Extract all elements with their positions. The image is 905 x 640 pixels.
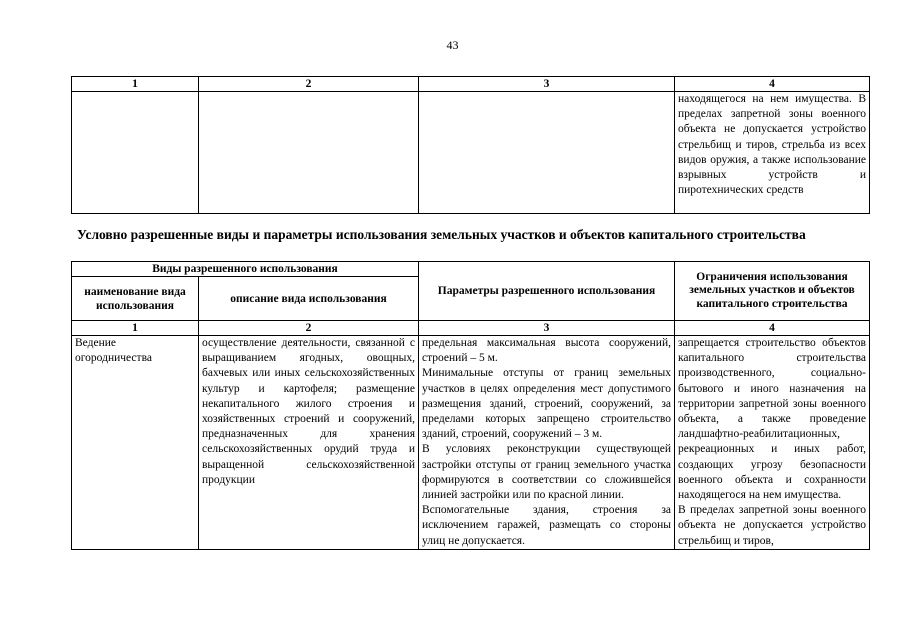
cell-c1 [72,92,199,214]
parameters-paragraph-3: В условиях реконструкции существующей застройки отступы от границ земельного участка формируются в соответствии со сложившейся линией застройки или по красной линии. [422,443,671,502]
restrictions-paragraph-1: запрещается строительство объектов капитального строительства производственного, социально-бытового и иного назначения на территории запретной зоны военного объекта, а также проведение ландшафтно-реабилитационных, рекреационных и иных работ, создающих угрозу безопасности военного объекта и сохранности находящегося на нем имущества. [678,337,866,502]
col-number-2: 2 [199,77,419,92]
col-number-4: 4 [675,77,870,92]
section-title: Условно разрешенные виды и параметры использования земельных участков и объектов капитального строительства [77,227,806,242]
col-number-1: 1 [72,321,199,336]
restrictions-paragraph-2: В пределах запретной зоны военного объекта не допускается устройство стрельбищ и тиров, [678,504,866,547]
cell-parameters [419,336,675,550]
parameters-paragraph-1: предельная максимальная высота сооружений, строений – 5 м. [422,337,671,365]
cell-restrictions [675,336,870,550]
conditional-use-table [71,261,870,550]
header-use-name: наименование вида использования [72,277,199,321]
col-number-3: 3 [419,321,675,336]
cell-c3 [419,92,675,214]
cell-restrictions: находящегося на нем имущества. В пределах запретной зоны военного объекта не допускается устройство стрельбищ и тиров, стрельба из всех видов оружия, а также использование взрывных устройств и пиротехнических средств [675,92,870,214]
cell-c2 [199,92,419,214]
table-row [72,336,870,550]
group-header: Виды разрешенного использования [72,262,419,277]
col-number-1: 1 [72,77,199,92]
continuation-table [71,76,870,214]
column-numbers-row [72,77,870,92]
header-use-description: описание вида использования [199,277,419,321]
col-number-4: 4 [675,321,870,336]
parameters-paragraph-4: Вспомогательные здания, строения за исключением гаражей, размещать со стороны улиц не допускается. [422,504,671,547]
table-row [72,92,870,214]
header-restrictions: Ограничения использования земельных участков и объектов капитального строительства [675,262,870,321]
page-number: 43 [446,38,459,52]
parameters-paragraph-2: Минимальные отступы от границ земельных участков в целях определения мест допустимого размещения зданий, строений, сооружений, за пределами которых запрещено строительство зданий, строений, сооружений – 3 м. [422,367,671,441]
col-number-2: 2 [199,321,419,336]
header-parameters: Параметры разрешенного использования [419,262,675,321]
cell-use-name: Ведение огородничества [72,336,199,550]
cell-use-description: осуществление деятельности, связанной с выращиванием ягодных, овощных, бахчевых или иных сельскохозяйственных культур и картофеля; размещение некапитального жилого строения и хозяйственных строений и сооружений, предназначенных для хранения сельскохозяйственных орудий труда и выращенной сельскохозяйственной продукции [199,336,419,550]
column-numbers-row [72,321,870,336]
col-number-3: 3 [419,77,675,92]
